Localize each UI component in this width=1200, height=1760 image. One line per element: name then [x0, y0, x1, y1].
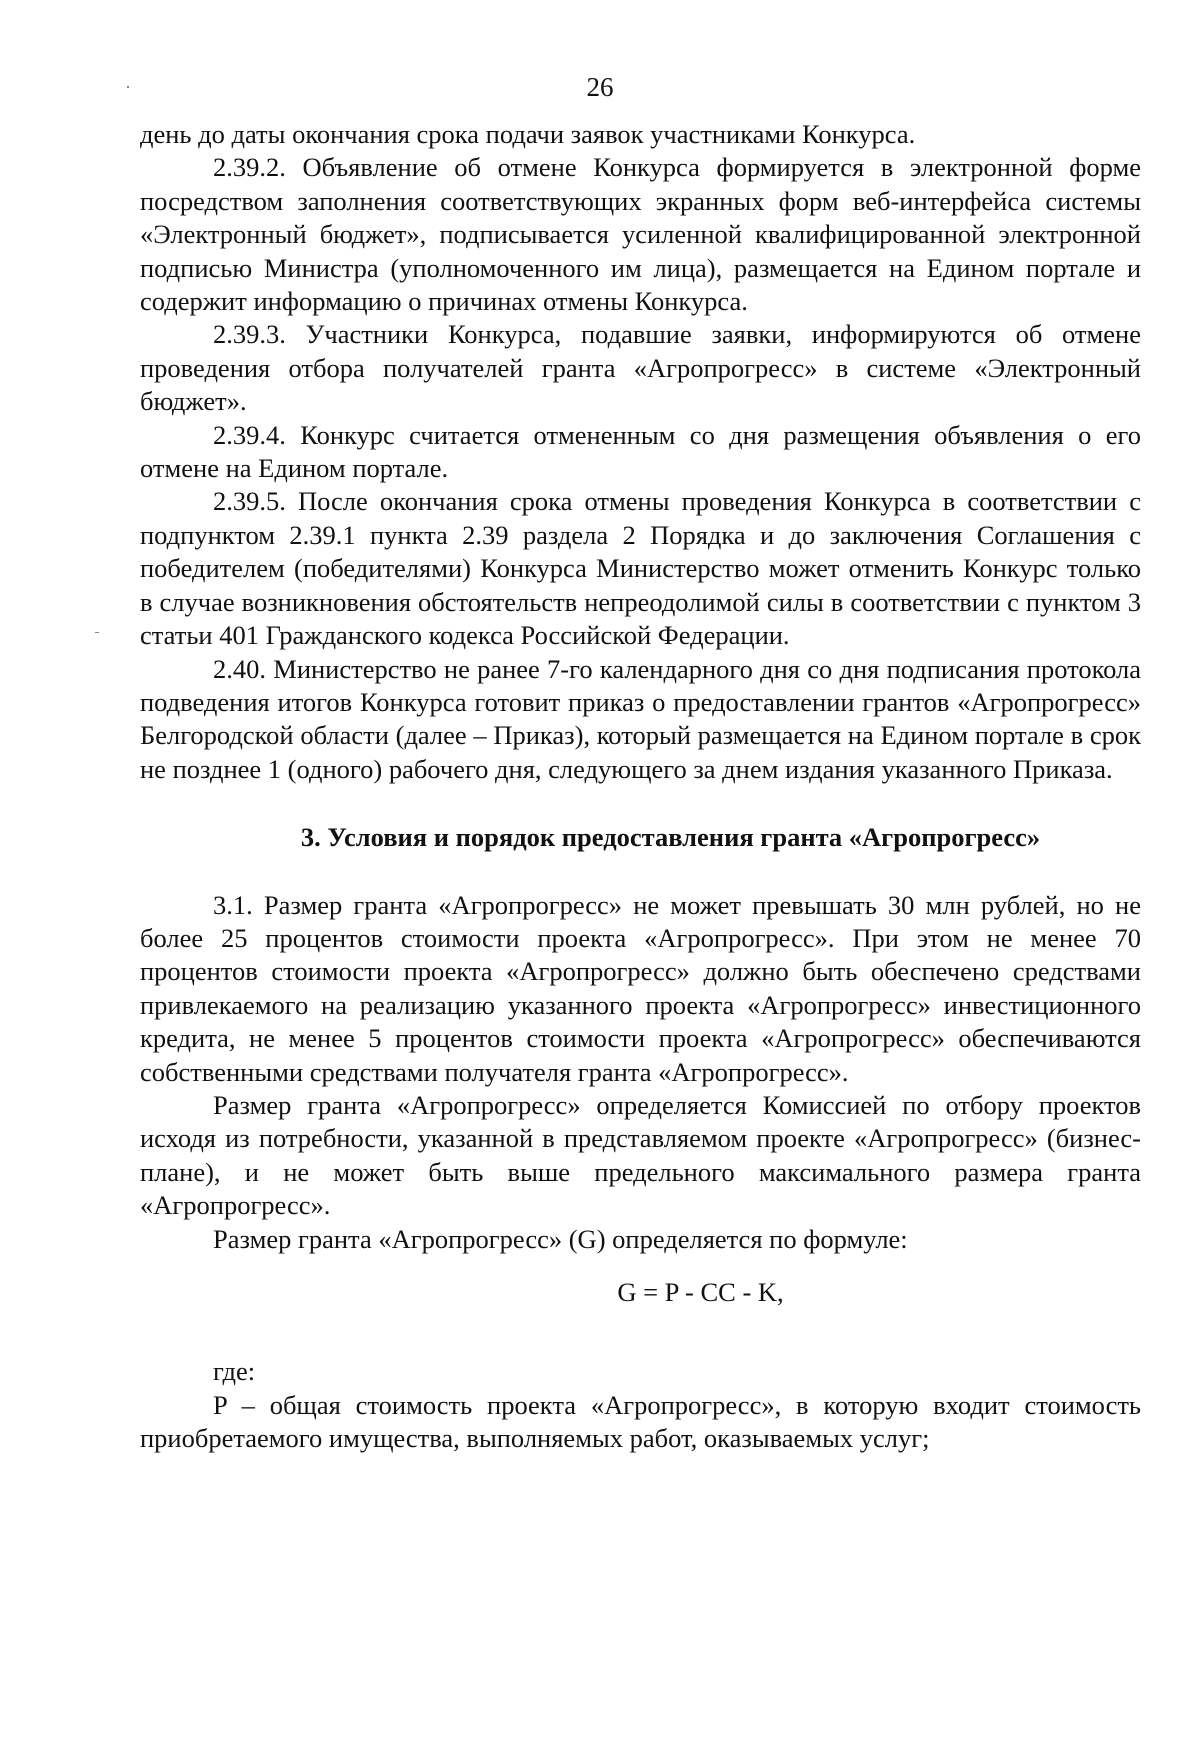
paragraph-grant-size: Размер гранта «Агропрогресс» определяется Комиссией по отбору проектов исходя из потребности, указанной в представляемом проекте «Агропрогресс» (бизнес-плане), и не может быть выше предельного максимального размера гранта «Агропрогресс». — [140, 1089, 1141, 1221]
paragraph-formula-intro: Размер гранта «Агропрогресс» (G) определяется по формуле: — [213, 1223, 908, 1254]
scan-speck — [95, 632, 99, 633]
paragraph-3-1: 3.1. Размер гранта «Агропрогресс» не может превышать 30 млн рублей, но не более 25 процентов стоимости проекта «Агропрогресс». При этом не менее 70 процентов стоимости проекта «Агропрогресс» должно быть обеспечено средствами привлекаемого на реализацию указанного проекта «Агропрогресс» инвестиционного кредита, не менее 5 процентов стоимости проекта «Агропрогресс» обеспечиваются собственными средствами получателя гранта «Агропрогресс». — [140, 889, 1141, 1087]
section-3-heading: 3. Условия и порядок предоставления гранта «Агропрогресс» — [300, 822, 1041, 853]
paragraph-2-39-5: 2.39.5. После окончания срока отмены проведения Конкурса в соответствии с подпунктом 2.39.1 пункта 2.39 раздела 2 Порядка и до заключения Соглашения с победителем (победителями) Конкурса Министерство может отменить Конкурс только в случае возникновения обстоятельств непреодолимой силы в соответствии с пунктом 3 статьи 401 Гражданского кодекса Российской Федерации. — [140, 486, 1141, 651]
where-label: где: — [213, 1356, 256, 1387]
scan-speck — [127, 86, 129, 88]
paragraph-2-39-2: 2.39.2. Объявление об отмене Конкурса формируется в электронной форме посредством заполнения соответствующих экранных форм веб-интерфейса системы «Электронный бюджет», подписывается усиленной квалифицированной электронной подписью Министра (уполномоченного им лица), размещается на Едином портале и содержит информацию о причинах отмены Конкурса. — [140, 152, 1141, 317]
document-body — [140, 118, 1141, 1456]
paragraph-2-39-4: 2.39.4. Конкурс считается отмененным со дня размещения объявления о его отмене на Едином портале. — [140, 419, 1141, 484]
paragraph-continuation: день до даты окончания срока подачи заявок участниками Конкурса. — [140, 119, 916, 149]
page-number: 26 — [586, 72, 614, 102]
paragraph-2-40: 2.40. Министерство не ранее 7-го календарного дня со дня подписания протокола подведения итогов Конкурса готовит приказ о предоставлении грантов «Агропрогресс» Белгородской области (далее – Приказ), который размещается на Едином портале в срок не позднее 1 (одного) рабочего дня, следующего за днем издания указанного Приказа. — [140, 653, 1141, 784]
paragraph-2-39-3: 2.39.3. Участники Конкурса, подавшие заявки, информируются об отмене проведения отбора получателей гранта «Агропрогресс» в системе «Электронный бюджет». — [140, 319, 1141, 417]
formula: G = P - CC - K, — [617, 1277, 784, 1307]
paragraph-definition-P: P – общая стоимость проекта «Агропрогресс», в которую входит стоимость приобретаемого имущества, выполняемых работ, оказываемых услуг; — [140, 1389, 1141, 1454]
